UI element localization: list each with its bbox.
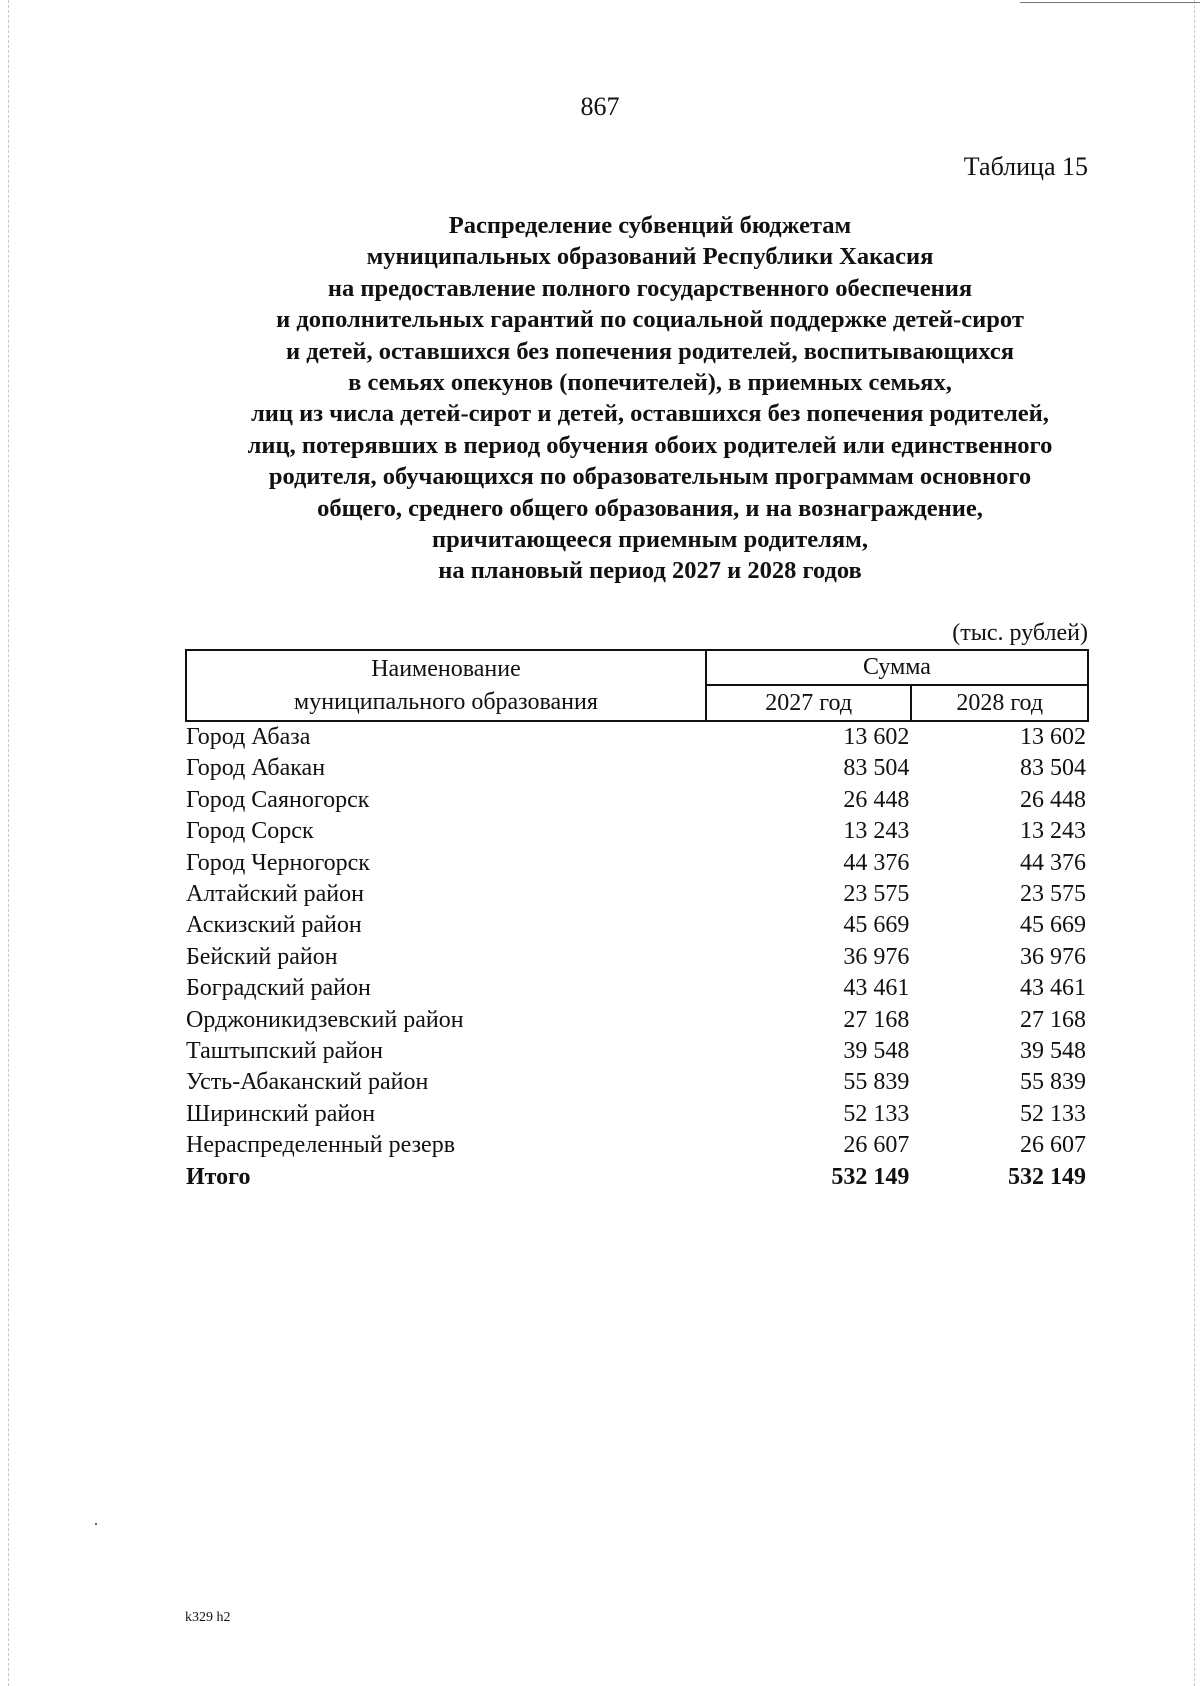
table-total-row [186, 1162, 1088, 1193]
row-value-2028: 36 976 [1020, 943, 1086, 970]
row-value-2028: 23 575 [1020, 881, 1086, 908]
total-label: Итого [186, 1163, 251, 1190]
row-value-2028: 43 461 [1020, 975, 1086, 1002]
row-name: Город Саяногорск [186, 786, 370, 813]
table-label: Таблица 15 [963, 152, 1088, 181]
row-value-2028: 45 669 [1020, 912, 1086, 939]
title-line: в семьях опекунов (попечителей), в приемных семьях, [348, 369, 952, 397]
table-row [186, 785, 1088, 816]
scan-edge-top [1020, 2, 1200, 3]
row-name: Город Абаза [186, 724, 311, 750]
table-row [186, 816, 1088, 847]
header-sum: Сумма [706, 650, 1088, 685]
row-value-2027: 36 976 [843, 943, 910, 970]
row-name: Боградский район [186, 975, 371, 1002]
row-name: Орджоникидзевский район [186, 1006, 464, 1033]
row-value-2028: 27 168 [1020, 1006, 1086, 1033]
row-name: Город Сорск [186, 818, 314, 845]
row-value-2027: 23 575 [843, 881, 910, 908]
table-row [186, 1130, 1088, 1161]
table-row [186, 753, 1088, 784]
subvention-table [185, 649, 1089, 1193]
page-number: 867 [580, 92, 620, 121]
row-name: Бейский район [186, 943, 338, 970]
table-row [186, 973, 1088, 1004]
scan-edge-left [8, 0, 9, 1686]
title-line: на предоставление полного государственного обеспечения [327, 274, 973, 302]
table-row [186, 942, 1088, 973]
title-line: общего, среднего общего образования, и на вознаграждение, [317, 494, 983, 522]
table-row [186, 1067, 1088, 1098]
row-value-2027: 13 243 [843, 818, 910, 845]
total-value-2027: 532 149 [831, 1163, 910, 1190]
document-title [140, 210, 1160, 587]
header-name-line2: муниципального образования [294, 688, 598, 715]
row-name: Алтайский район [186, 881, 364, 908]
row-value-2027: 43 461 [843, 975, 910, 1002]
row-value-2028: 26 607 [1020, 1132, 1086, 1159]
title-line: на плановый период 2027 и 2028 годов [438, 557, 862, 585]
row-name: Таштыпский район [186, 1038, 383, 1065]
row-name: Город Черногорск [186, 849, 370, 876]
row-value-2027: 83 504 [843, 755, 910, 782]
title-line: и детей, оставшихся без попечения родителей, воспитывающихся [286, 337, 1014, 365]
row-value-2028: 55 839 [1020, 1069, 1086, 1096]
table-row [186, 848, 1088, 879]
table-row [186, 1036, 1088, 1067]
table-row [186, 910, 1088, 941]
table-row [186, 721, 1088, 753]
title-line: муниципальных образований Республики Хакасия [366, 243, 934, 271]
header-year-2027: 2027 год [706, 685, 911, 721]
table-row [186, 1099, 1088, 1130]
row-value-2027: 39 548 [843, 1038, 910, 1065]
row-value-2027: 27 168 [843, 1006, 910, 1033]
header-year-2028: 2028 год [911, 685, 1088, 721]
row-value-2027: 13 602 [843, 724, 910, 750]
title-line: родителя, обучающихся по образовательным программам основного [268, 463, 1032, 491]
table-row [186, 1005, 1088, 1036]
header-name [186, 650, 706, 721]
units-note: (тыс. рублей) [952, 620, 1088, 646]
row-value-2027: 44 376 [843, 849, 910, 876]
row-name: Аскизский район [186, 912, 362, 939]
row-name: Ширинский район [186, 1100, 376, 1127]
row-value-2027: 55 839 [843, 1069, 910, 1096]
row-name: Нераспределенный резерв [186, 1132, 456, 1159]
row-name: Усть-Абаканский район [186, 1069, 429, 1096]
title-line: и дополнительных гарантий по социальной поддержке детей-сирот [276, 306, 1024, 334]
row-value-2027: 52 133 [843, 1100, 910, 1127]
footer-code: k329 h2 [185, 1610, 231, 1625]
row-value-2027: 26 448 [843, 786, 910, 813]
row-value-2028: 39 548 [1020, 1038, 1086, 1065]
row-value-2028: 44 376 [1020, 849, 1086, 876]
row-value-2028: 13 243 [1020, 818, 1086, 845]
row-value-2028: 83 504 [1020, 755, 1086, 782]
table-row [186, 879, 1088, 910]
title-line: Распределение субвенций бюджетам [448, 212, 852, 239]
header-name-line1: Наименование [371, 655, 521, 682]
title-line: лиц, потерявших в период обучения обоих родителей или единственного [247, 431, 1053, 459]
scan-speck [95, 1523, 97, 1525]
row-value-2028: 13 602 [1020, 724, 1086, 750]
row-value-2028: 26 448 [1020, 786, 1086, 813]
table-header-row [186, 650, 1088, 685]
row-value-2028: 52 133 [1020, 1100, 1086, 1127]
total-value-2028: 532 149 [1008, 1163, 1086, 1190]
row-value-2027: 45 669 [843, 912, 910, 939]
row-value-2027: 26 607 [843, 1132, 910, 1159]
title-line: причитающееся приемным родителям, [432, 526, 868, 554]
scan-edge-right [1194, 0, 1195, 1686]
title-line: лиц из числа детей-сирот и детей, оставшихся без попечения родителей, [251, 400, 1049, 428]
row-name: Город Абакан [186, 755, 326, 782]
